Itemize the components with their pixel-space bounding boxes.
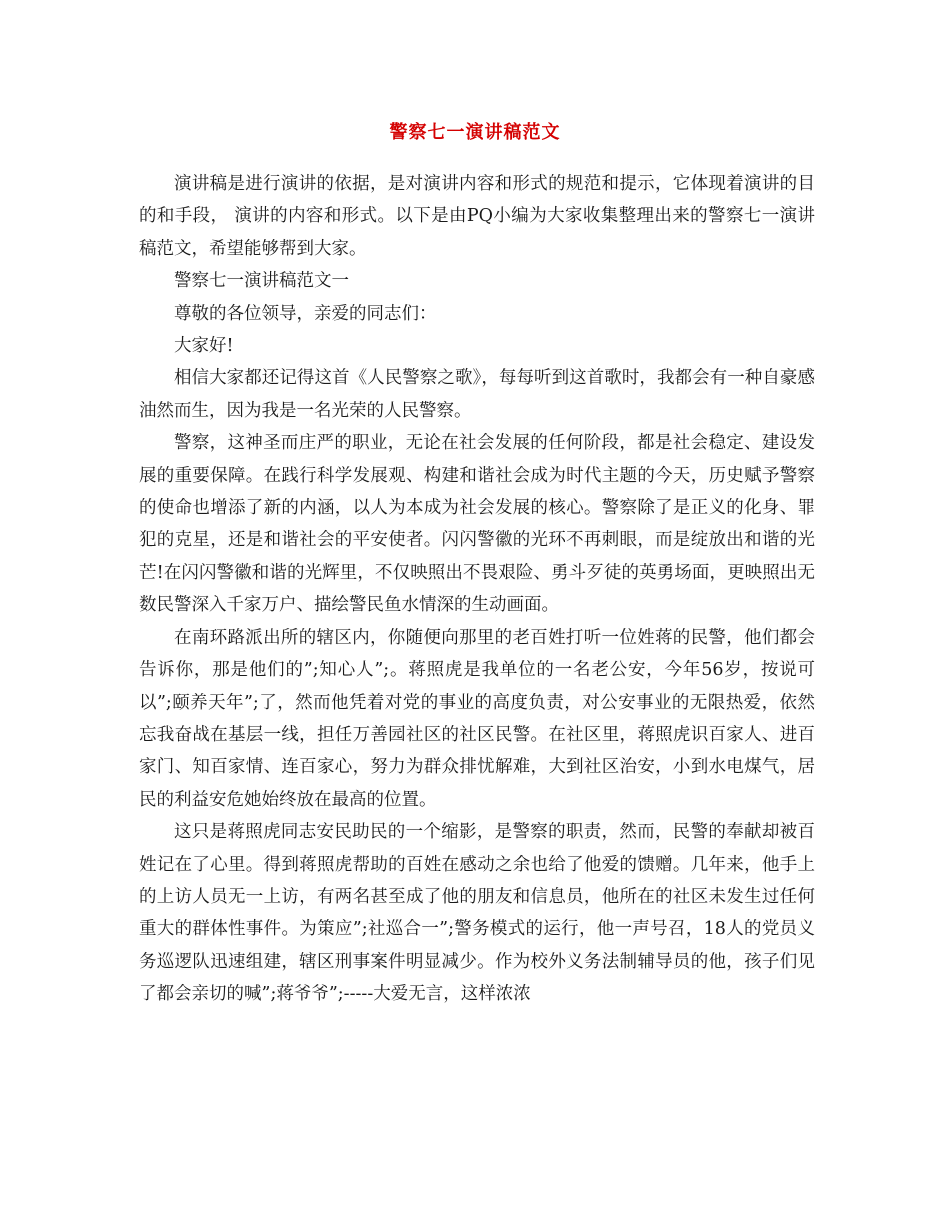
- paragraph-section-heading: 警察七一演讲稿范文一: [174, 271, 349, 292]
- paragraph-intro: 演讲稿是进行演讲的依据，是对演讲内容和形式的规范和提示，它体现着演讲的目的和手段， 演讲的内容和形式。以下是由PQ小编为大家收集整理出来的警察七一演讲稿范文，希望能够帮到大家。: [139, 174, 815, 259]
- paragraph-greeting: 大家好!: [174, 336, 234, 357]
- paragraph-song: 相信大家都还记得这首《人民警察之歌》，每每听到这首歌时，我都会有一种自豪感油然而生，因为我是一名光荣的人民警察。: [139, 368, 815, 421]
- paragraph-salutation: 尊敬的各位领导，亲爱的同志们：: [174, 303, 437, 324]
- document-body: [139, 168, 815, 1011]
- document-title: 警察七一演讲稿范文: [389, 122, 561, 143]
- paragraph-dedication: 这只是蒋照虎同志安民助民的一个缩影，是警察的职责，然而，民警的奉献却被百姓记在了心里。得到蒋照虎帮助的百姓在感动之余也给了他爱的馈赠。几年来，他手上的上访人员无一上访，有两名甚至成了他的朋友和信息员，他所在的社区未发生过任何重大的群体性事件。为策应”;社巡合一”;警务模式的运行，他一声号召，18人的党员义务巡逻队迅速组建，辖区刑事案件明显减少。作为校外义务法制辅导员的他，孩子们见了都会亲切的喊”;蒋爷爷”;-----大爱无言，这样浓浓: [139, 822, 815, 1005]
- paragraph-police-profession: 警察，这神圣而庄严的职业，无论在社会发展的任何阶段，都是社会稳定、建设发展的重要保障。在践行科学发展观、构建和谐社会成为时代主题的今天，历史赋予警察的使命也增添了新的内涵，以人为本成为社会发展的核心。警察除了是正义的化身、罪犯的克星，还是和谐社会的平安使者。闪闪警徽的光环不再刺眼，而是绽放出和谐的光芒!在闪闪警徽和谐的光辉里，不仅映照出不畏艰险、勇斗歹徒的英勇场面，更映照出无数民警深入千家万户、描绘警民鱼水情深的生动画面。: [139, 433, 815, 616]
- paragraph-nanhuan-road: 在南环路派出所的辖区内，你随便向那里的老百姓打听一位姓蒋的民警，他们都会告诉你，那是他们的”;知心人”;。蒋照虎是我单位的一名老公安，今年56岁，按说可以”;颐养天年”;了，然而他凭着对党的事业的高度负责，对公安事业的无限热爱，依然忘我奋战在基层一线，担任万善园社区的社区民警。在社区里，蒋照虎识百家人、进百家门、知百家情、连百家心，努力为群众排忧解难，大到社区治安，小到水电煤气，居民的利益安危她始终放在最高的位置。: [139, 627, 815, 810]
